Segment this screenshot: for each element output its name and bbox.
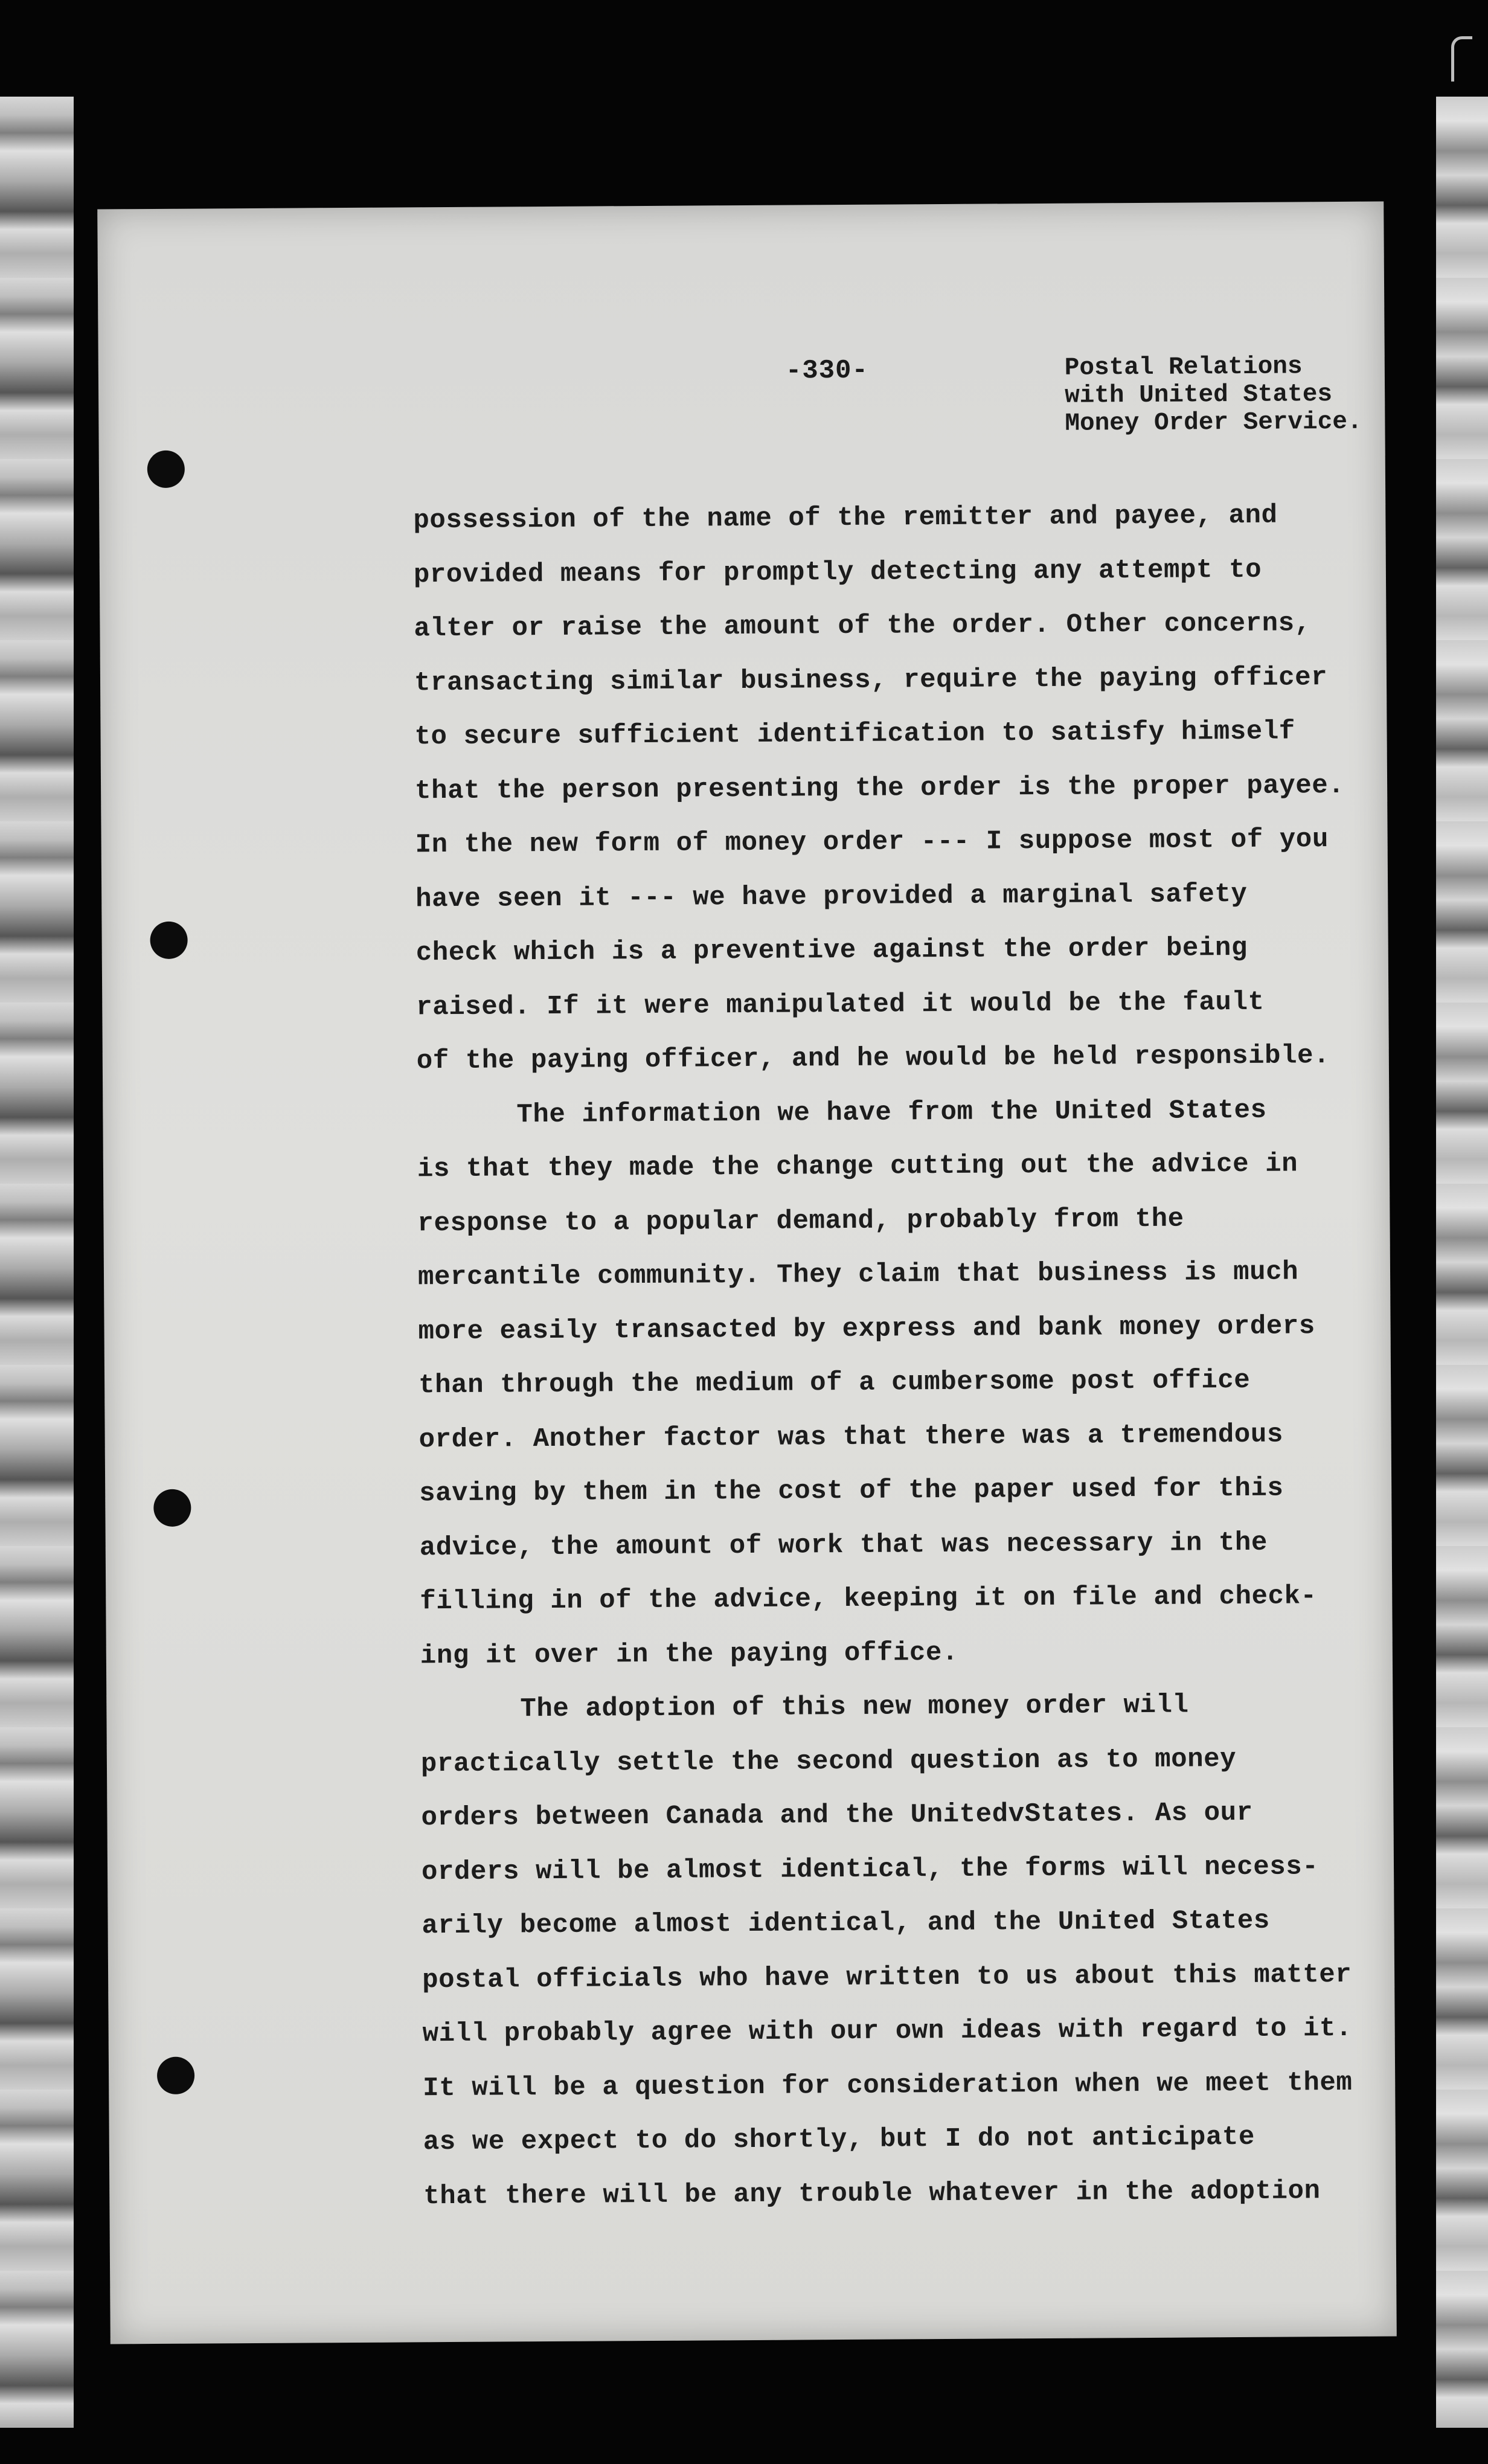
text-line: raised. If it were manipulated it would be the fault — [416, 987, 1265, 1022]
punch-hole — [157, 2057, 194, 2094]
text-line: The information we have from the United States — [516, 1095, 1267, 1130]
text-line: will probably agree with our own ideas with regard to it. — [422, 2013, 1353, 2050]
punch-hole — [147, 451, 185, 488]
text-line: to secure sufficient identification to satisfy himself — [414, 716, 1295, 752]
text-line: check which is a preventive against the order being — [415, 932, 1248, 969]
text-line: that the person presenting the order is the proper payee. — [414, 770, 1345, 806]
text-line: filling in of the advice, keeping it on file and check- — [420, 1581, 1317, 1617]
text-line: response to a popular demand, probably from the — [417, 1204, 1184, 1239]
text-line: arily become almost identical, and the United States — [422, 1905, 1270, 1942]
text-line: that there will be any trouble whatever in the adoption — [423, 2175, 1321, 2212]
text-line: orders will be almost identical, the forms will necess- — [421, 1851, 1319, 1887]
page-number: -330- — [785, 355, 869, 387]
text-line: have seen it --- we have provided a marginal safety — [415, 879, 1248, 914]
text-line: of the paying officer, and he would be held responsible. — [416, 1041, 1330, 1077]
typed-page — [97, 202, 1397, 2344]
text-line: It will be a question for consideration when we meet them — [423, 2067, 1353, 2103]
film-edge-mark — [1451, 36, 1472, 82]
film-edge-left — [0, 97, 74, 2428]
section-header-line: Money Order Service. — [1065, 408, 1362, 438]
text-line: saving by them in the cost of the paper used for this — [419, 1473, 1284, 1509]
film-edge-right — [1436, 97, 1488, 2428]
text-line: In the new form of money order --- I suppose most of you — [415, 824, 1329, 861]
text-line: provided means for promptly detecting any attempt to — [413, 554, 1262, 590]
section-header — [1065, 352, 1391, 437]
text-line: order. Another factor was that there was a tremendous — [418, 1419, 1284, 1455]
text-line: ing it over in the paying office. — [420, 1637, 959, 1671]
section-header-line: with United States — [1065, 380, 1333, 410]
text-line: possession of the name of the remitter and payee, and — [413, 500, 1278, 536]
text-line: orders between Canada and the UnitedvStates. As our — [421, 1797, 1253, 1834]
section-header-line: Postal Relations — [1064, 353, 1303, 382]
text-line: than through the medium of a cumbersome post office — [418, 1365, 1251, 1401]
text-line: practically settle the second question as to money — [420, 1744, 1237, 1779]
text-line: transacting similar business, require the paying officer — [414, 662, 1328, 698]
text-line: advice, the amount of work that was necessary in the — [419, 1527, 1268, 1563]
text-line: is that they made the change cutting out the advice in — [417, 1149, 1298, 1185]
punch-hole — [153, 1489, 191, 1527]
text-line: more easily transacted by express and bank money orders — [418, 1311, 1315, 1347]
text-line: The adoption of this new money order will — [520, 1690, 1189, 1725]
text-line: postal officials who have written to us about this matter — [422, 1959, 1352, 1995]
text-line: as we expect to do shortly, but I do not anticipate — [423, 2122, 1256, 2158]
text-line: mercantile community. They claim that business is much — [417, 1257, 1299, 1293]
body-text — [413, 489, 1377, 2224]
text-line: alter or raise the amount of the order. Other concerns, — [414, 608, 1311, 644]
punch-hole — [150, 922, 187, 959]
